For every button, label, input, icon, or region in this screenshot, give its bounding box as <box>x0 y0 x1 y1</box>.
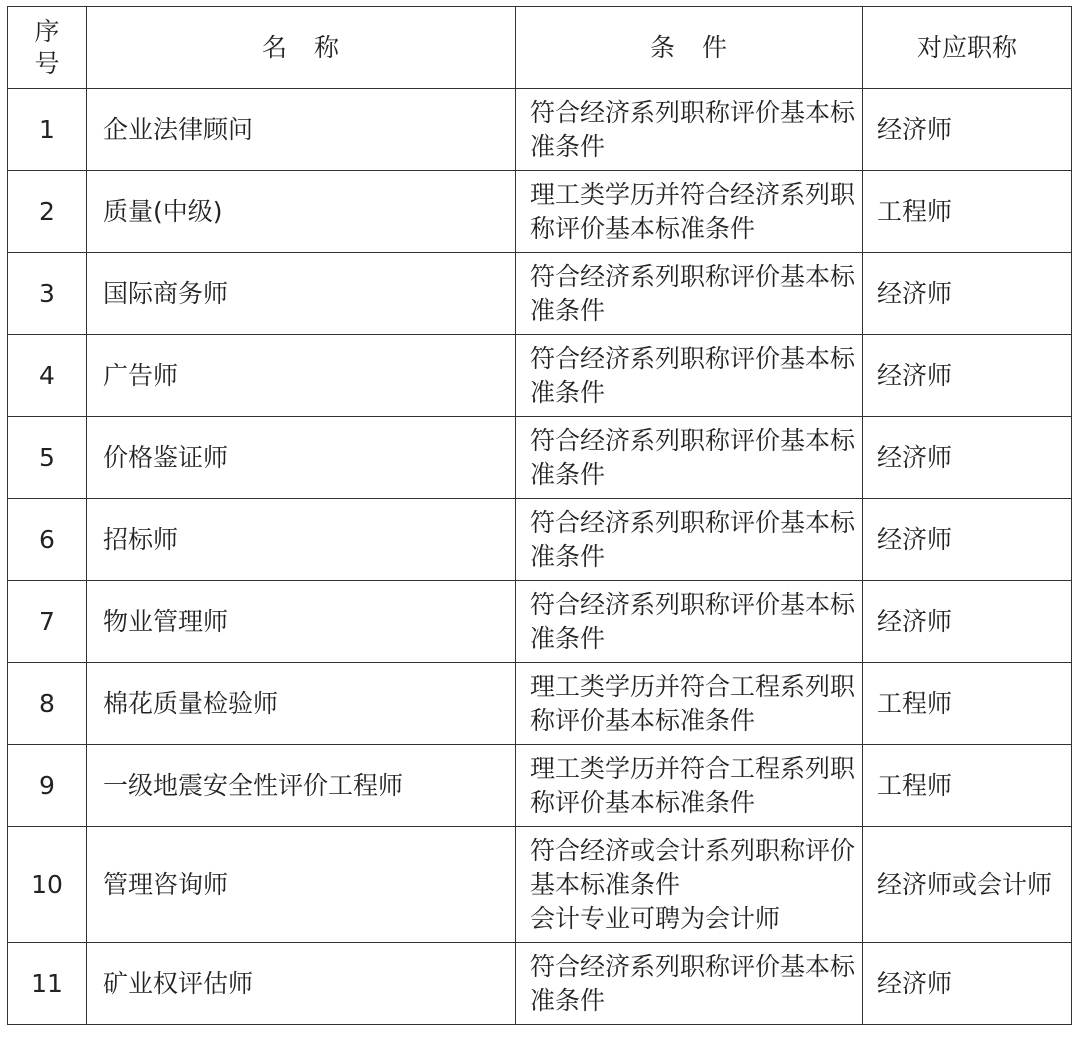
row-name: 棉花质量检验师 <box>87 663 516 745</box>
qualification-table <box>7 6 1072 1025</box>
table-row <box>8 89 1072 171</box>
row-condition: 理工类学历并符合经济系列职称评价基本标准条件 <box>516 171 863 253</box>
table-row <box>8 827 1072 943</box>
header-no <box>8 7 87 89</box>
row-no: 9 <box>8 745 87 827</box>
row-title: 经济师 <box>863 417 1072 499</box>
row-condition: 符合经济系列职称评价基本标准条件 <box>516 943 863 1025</box>
row-title: 工程师 <box>863 745 1072 827</box>
row-name: 国际商务师 <box>87 253 516 335</box>
row-condition: 符合经济系列职称评价基本标准条件 <box>516 581 863 663</box>
row-name: 矿业权评估师 <box>87 943 516 1025</box>
row-title: 经济师 <box>863 581 1072 663</box>
row-condition: 理工类学历并符合工程系列职称评价基本标准条件 <box>516 663 863 745</box>
table-row <box>8 581 1072 663</box>
row-condition: 符合经济系列职称评价基本标准条件 <box>516 253 863 335</box>
row-no: 3 <box>8 253 87 335</box>
row-no: 1 <box>8 89 87 171</box>
header-title: 对应职称 <box>863 7 1072 89</box>
header-name: 名 称 <box>87 7 516 89</box>
row-name: 物业管理师 <box>87 581 516 663</box>
row-condition: 符合经济系列职称评价基本标准条件 <box>516 89 863 171</box>
table-row <box>8 171 1072 253</box>
table-row <box>8 943 1072 1025</box>
row-name: 广告师 <box>87 335 516 417</box>
row-title: 经济师 <box>863 499 1072 581</box>
row-name: 管理咨询师 <box>87 827 516 943</box>
table-header-row <box>8 7 1072 89</box>
row-no: 5 <box>8 417 87 499</box>
row-no: 4 <box>8 335 87 417</box>
row-condition: 理工类学历并符合工程系列职称评价基本标准条件 <box>516 745 863 827</box>
row-name: 质量(中级) <box>87 171 516 253</box>
header-condition: 条 件 <box>516 7 863 89</box>
table-row <box>8 335 1072 417</box>
row-name: 一级地震安全性评价工程师 <box>87 745 516 827</box>
row-no: 7 <box>8 581 87 663</box>
table-row <box>8 253 1072 335</box>
row-title: 经济师 <box>863 335 1072 417</box>
header-no-text: 序 号 <box>34 16 60 78</box>
row-condition: 符合经济系列职称评价基本标准条件 <box>516 499 863 581</box>
row-no: 8 <box>8 663 87 745</box>
row-no: 11 <box>8 943 87 1025</box>
table-row <box>8 499 1072 581</box>
row-title: 经济师或会计师 <box>863 827 1072 943</box>
row-title: 经济师 <box>863 89 1072 171</box>
row-no: 6 <box>8 499 87 581</box>
row-title: 工程师 <box>863 171 1072 253</box>
row-condition: 符合经济或会计系列职称评价基本标准条件 会计专业可聘为会计师 <box>516 827 863 943</box>
table-row <box>8 745 1072 827</box>
row-name: 价格鉴证师 <box>87 417 516 499</box>
row-condition: 符合经济系列职称评价基本标准条件 <box>516 335 863 417</box>
row-title: 经济师 <box>863 943 1072 1025</box>
table-row <box>8 417 1072 499</box>
table-body <box>8 89 1072 1025</box>
row-no: 10 <box>8 827 87 943</box>
row-name: 企业法律顾问 <box>87 89 516 171</box>
row-title: 工程师 <box>863 663 1072 745</box>
row-name: 招标师 <box>87 499 516 581</box>
row-title: 经济师 <box>863 253 1072 335</box>
row-condition: 符合经济系列职称评价基本标准条件 <box>516 417 863 499</box>
row-no: 2 <box>8 171 87 253</box>
table-row <box>8 663 1072 745</box>
